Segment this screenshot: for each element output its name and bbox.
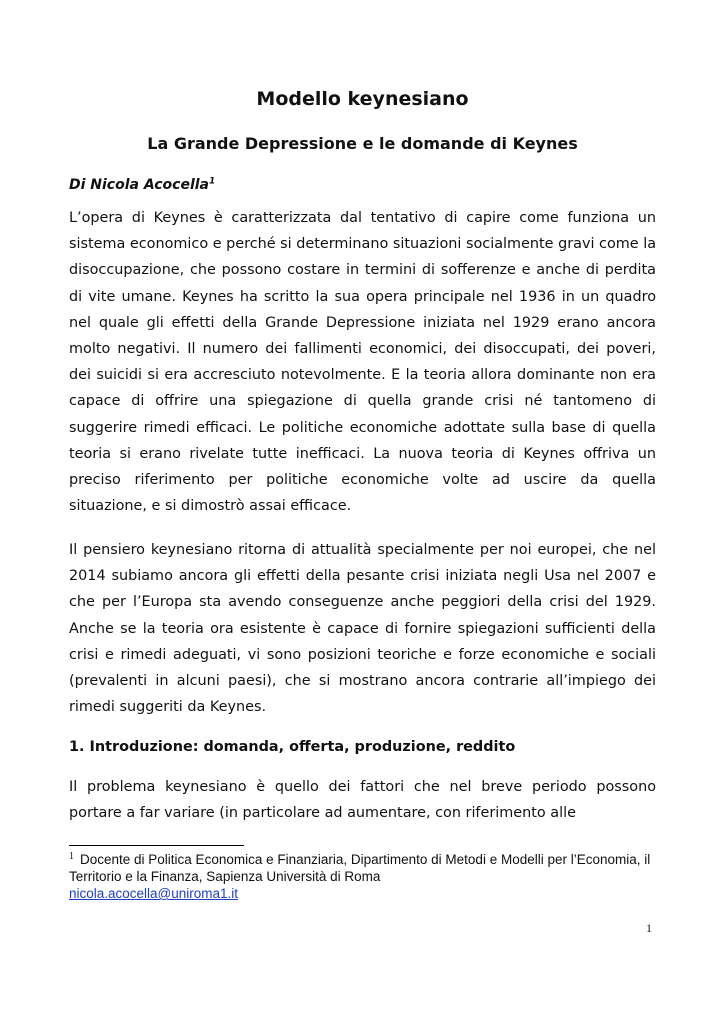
footnote-mark: 1 <box>69 850 74 862</box>
author-name: Di Nicola Acocella <box>69 177 210 193</box>
footnote-text: Docente di Politica Economica e Finanziaria, Dipartimento di Metodi e Modelli per l’Economia, il Territorio e la Finanza, Sapienza Università di Roma <box>69 852 651 884</box>
footnote <box>69 851 669 902</box>
author-footnote-mark[interactable]: 1 <box>209 176 216 187</box>
footnote-divider <box>69 845 244 846</box>
page-number: 1 <box>646 921 652 935</box>
footnote-email-link[interactable]: nicola.acocella@uniroma1.it <box>69 886 239 901</box>
author-line <box>69 174 215 196</box>
document-subtitle: La Grande Depressione e le domande di Keynes <box>147 134 578 153</box>
paragraph-intro: L’opera di Keynes è caratterizzata dal tentativo di capire come funziona un sistema economico e perché si determinano situazioni socialmente gravi come la disoccupazione, che possono costare in termini di sofferenze e anche di perdita di vite umane. Keynes ha scritto la sua opera principale nel 1936 in un quadro nel quale gli effetti della Grande Depressione iniziata nel 1929 erano ancora molto negativi. Il numero dei fallimenti economici, dei disoccupati, dei poveri, dei suicidi si era accresciuto notevolmente. E la teoria allora dominante non era capace di offrire una spiegazione di quella grande crisi né tantomeno di suggerire rimedi efficaci. Le politiche economiche adottate sulla base di quella teoria si erano rivelate tutte inefficaci. La nuova teoria di Keynes offriva un preciso riferimento per politiche economiche volte ad uscire da quella situazione, e si dimostrò assai efficace. <box>69 210 657 515</box>
paragraph-section-1: Il problema keynesiano è quello dei fattori che nel breve periodo possono portare a far variare (in particolare ad aumentare, con riferimento alle <box>69 779 656 822</box>
section-heading: 1. Introduzione: domanda, offerta, produzione, reddito <box>69 739 516 755</box>
paragraph-actuality: Il pensiero keynesiano ritorna di attualità specialmente per noi europei, che nel 2014 subiamo ancora gli effetti della pesante crisi iniziata negli Usa nel 2007 e che per l’Europa sta avendo conseguenze anche peggiori della crisi del 1929. Anche se la teoria ora esistente è capace di fornire spiegazioni sufficienti della crisi e rimedi adeguati, vi sono posizioni teoriche e forze economiche e sociali (prevalenti in alcuni paesi), che si mostrano ancora contrarie all’impiego dei rimedi suggeriti da Keynes. <box>69 542 656 716</box>
document-title: Modello keynesiano <box>256 88 469 110</box>
